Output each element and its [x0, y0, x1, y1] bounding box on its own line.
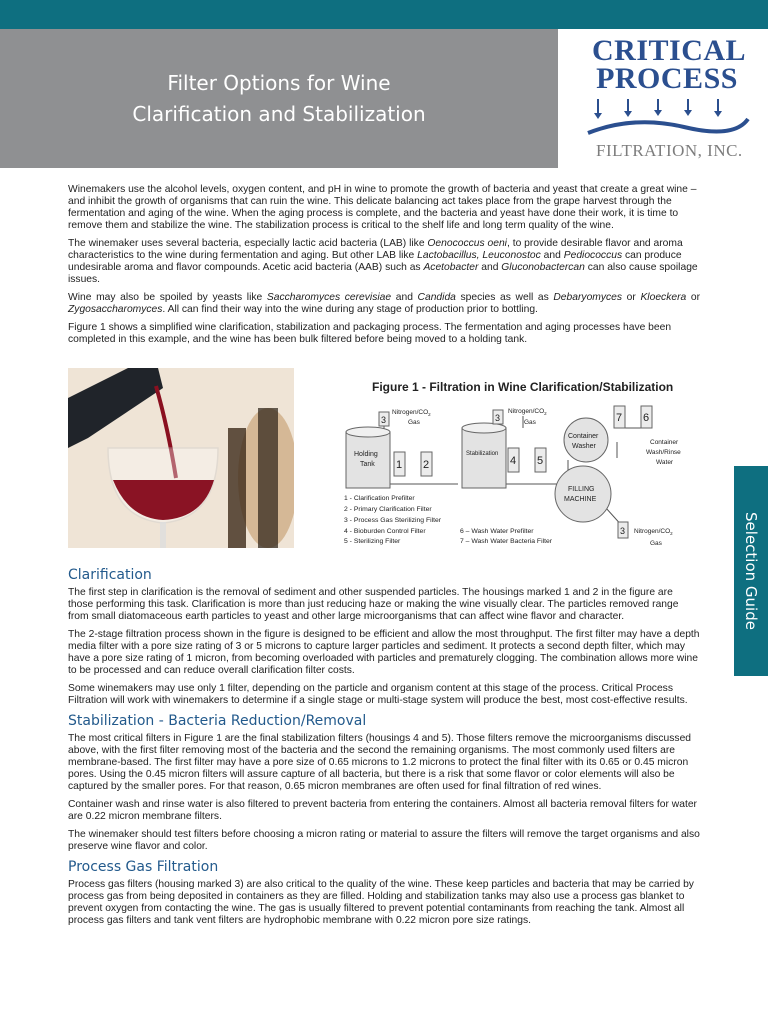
legend-item-3: 3 - Process Gas Sterilizing Filter	[344, 517, 442, 524]
intro-paragraph-2	[68, 238, 700, 286]
stabilization-paragraph-3: The winemaker should test filters before choosing a micron rating or material to assure the filters will remove the target organisms and also preserve wine flavor and color.	[68, 829, 700, 852]
container-washer-label-2: Washer	[572, 443, 596, 450]
stabilization-label: Stabilization	[466, 451, 499, 457]
figure-legend	[344, 495, 553, 545]
logo-text-critical: CRITICAL	[592, 34, 747, 67]
text-run: can also cause spoilage issues.	[68, 262, 698, 285]
figure-title: Figure 1 - Filtration in Wine Clarification/Stabilization	[372, 380, 674, 394]
legend-item-5: 5 - Sterilizing Filter	[344, 538, 401, 545]
text-run: , to provide desirable flavor and aroma characteristics to the wine during fermentation and aging. But other LAB like	[68, 238, 683, 261]
selection-guide-label: Selection Guide	[742, 512, 760, 630]
gas-label-3-text: Nitrogen/CO	[634, 528, 671, 535]
filter-number-5: 5	[537, 455, 544, 467]
container-washer-label: Container	[568, 433, 599, 440]
legend-item-2: 2 - Primary Clarification Filter	[344, 506, 432, 513]
text-run: and	[478, 262, 502, 273]
holding-tank-label: Holding	[354, 451, 378, 458]
text-run: . All can find their way into the wine during any stage of production prior to bottling.	[162, 304, 538, 315]
text-run-italic: Kloeckera	[640, 292, 687, 303]
intro-section	[68, 184, 700, 352]
logo-text-process: PROCESS	[596, 62, 738, 95]
gas-label-1b: Gas	[408, 419, 420, 426]
gas-label-1	[392, 409, 431, 417]
subscript: 2	[670, 531, 673, 536]
text-run-italic: Gluconobactercan	[501, 262, 585, 273]
subscript: 2	[428, 412, 431, 417]
clarification-heading: Clarification	[68, 567, 152, 583]
text-run: or	[622, 292, 641, 303]
holding-tank-label-2: Tank	[360, 461, 375, 468]
wine-pour-photo	[68, 368, 294, 548]
process-gas-paragraph-1: Process gas filters (housing marked 3) are also critical to the quality of the wine. These keep particles and bacteria that may be carried by process gas from being deposited in containers as they are filled. Holding and stabilization tanks may also use a process gas blanket to prevent oxygen from contacting the wine. The gas is usually filtered to prevent potential contaminants from reaching the tank. Almost all process gas filters and tank vent filters are hydrophobic membrane with 0.22 micron pore size ratings.	[68, 879, 694, 926]
clarification-paragraph-3: Some winemakers may use only 1 filter, depending on the particle and organism content at this stage of the process. Critical Process Filtration will work with winemakers to determine if a single stage or multi-stage system will produce the best, most cost-effective results.	[68, 683, 688, 706]
stabilization-heading: Stabilization - Bacteria Reduction/Removal	[68, 713, 367, 729]
legend-item-4: 4 - Bioburden Control Filter	[344, 528, 426, 535]
hero-banner	[0, 29, 558, 168]
text-run-italic: Zygosaccharomyces	[68, 304, 163, 315]
page-title-line2: Clarification and Stabilization	[132, 101, 426, 126]
intro-paragraph-4: Figure 1 shows a simplified wine clarification, stabilization and packaging process. The fermentation and aging processes have been completed in this example, and the wine has been bulk filtered before being moved to a holding tank.	[68, 322, 672, 345]
body-sections	[68, 561, 700, 933]
stabilization-paragraph-2: Container wash and rinse water is also filtered to prevent bacteria from entering the containers. Almost all bacteria removal filters for water are 0.22 micron membrane filters.	[68, 799, 697, 822]
text-run-italic: Oenococcus oeni	[427, 238, 507, 249]
text-run: The winemaker uses several bacteria, especially lactic acid bacteria (LAB) like	[68, 238, 428, 249]
stabilization-paragraph-1: The most critical filters in Figure 1 are the final stabilization filters (housings 4 and 5). Those filters remove the microorganisms discussed above, with the first filter removing most of the bacteria and the second the remaining organisms. The most commonly used filters are membrane-based. The first filter may have a pore size of 0.65 microns to 1.2 microns to protect the final filter with its 0.65 or 0.45 micron pores. Using the 0.45 micron filters will assure capture of all bacteria, but there is a risk that some flavor or color elements will also be captured by the smaller pores. For that reason, 0.65 micron membranes are often used for final filtration of red wines.	[68, 733, 692, 792]
logo-arrows-wave-icon	[584, 97, 754, 139]
text-run-italic: Lactobacillus, Leuconostoc	[417, 250, 541, 261]
container-washer	[564, 418, 608, 462]
clarification-paragraph-2: The 2-stage filtration process shown in the figure is designed to be efficient and allow the most throughput. The first filter may have a depth media filter with a pore size rating of 3 or 5 microns to capture larger particles and sediment. It protects a second depth filter, which may have a pore size rating of 1 micron, from becoming overloaded with particles and prematurely clogging. The combination allows more wine to be processed and can reduce overall clarification filter costs.	[68, 629, 700, 676]
text-run: can produce undesirable aroma and flavor compounds. Acetic acid bacteria (AAB) such as	[68, 250, 682, 273]
text-run: and	[391, 292, 418, 303]
filter-number-3c: 3	[620, 526, 626, 536]
gas-label-3b: Gas	[650, 540, 662, 547]
legend-item-7: 7 – Wash Water Bacteria Filter	[460, 538, 553, 545]
process-gas-heading: Process Gas Filtration	[68, 859, 219, 875]
wash-water-label-1: Container	[650, 439, 679, 446]
gas-label-1-text: Nitrogen/CO	[392, 409, 429, 416]
page-title	[132, 68, 425, 130]
filter-number-1: 1	[396, 459, 403, 471]
legend-item-6: 6 – Wash Water Prefilter	[460, 528, 534, 535]
gas-label-3	[634, 528, 673, 536]
stabilization-tank	[462, 423, 506, 488]
text-run: species as well as	[455, 292, 554, 303]
subscript: 2	[544, 411, 547, 416]
text-run: or	[686, 292, 701, 303]
wine-glass-image	[68, 368, 294, 548]
filter-number-2: 2	[423, 459, 430, 471]
filter-number-3a: 3	[381, 415, 387, 425]
filling-machine	[555, 466, 611, 522]
company-logo	[568, 29, 768, 168]
top-bar	[0, 0, 768, 29]
holding-tank	[346, 427, 390, 488]
intro-paragraph-3	[68, 292, 700, 316]
filter-number-4: 4	[510, 455, 517, 467]
intro-paragraph-1: Winemakers use the alcohol levels, oxygen content, and pH in wine to promote the growth of bacteria and yeast that create a great wine – and inhibit the growth of organisms that can ruin the wine. This delicate balancing act takes place from the grape harvest through the fermentation and aging of the wine. When the aging process is complete, and the bacteria and yeast have done their work, it is time to remove them and stabilize the wine. The stabilization process is critical to the shelf life and long term quality of the wine.	[68, 184, 697, 231]
filtration-diagram	[338, 398, 700, 552]
filling-machine-label-2: MACHINE	[564, 496, 597, 503]
logo-subtitle: FILTRATION, INC.	[596, 141, 743, 160]
text-run-italic: Acetobacter	[423, 262, 479, 273]
gas-label-2b: Gas	[524, 419, 536, 426]
text-run-italic: Saccharomyces cerevisiae	[266, 292, 392, 303]
text-run-italic: Debaryomyces	[553, 292, 623, 303]
filter-number-7: 7	[616, 412, 623, 424]
filter-number-3b: 3	[495, 413, 501, 423]
filter-number-6: 6	[643, 412, 650, 424]
gas-label-2	[508, 408, 547, 416]
filling-machine-label: FILLING	[568, 486, 595, 493]
text-run: Wine may also be spoiled by yeasts like	[68, 292, 267, 303]
page-title-line1: Filter Options for Wine	[167, 70, 391, 95]
text-run-italic: Candida	[417, 292, 456, 303]
gas-label-2-text: Nitrogen/CO	[508, 408, 545, 415]
wash-water-label-3: Water	[656, 459, 674, 466]
legend-item-1: 1 - Clarification Prefilter	[344, 495, 415, 502]
selection-guide-tab	[734, 466, 768, 676]
text-run-italic: Pediococcus	[563, 250, 623, 261]
clarification-paragraph-1: The first step in clarification is the removal of sediment and other suspended particles. The housings marked 1 and 2 in the figure are those performing this task. Clarification is more than just reducing haze or making the wine visually clear. The particles removed range from small diatomaceous earth particles to yeast and other large microorganisms that can affect wine flavor and character.	[68, 587, 679, 622]
wash-water-label-2: Wash/Rinse	[646, 449, 681, 456]
text-run: and	[540, 250, 564, 261]
